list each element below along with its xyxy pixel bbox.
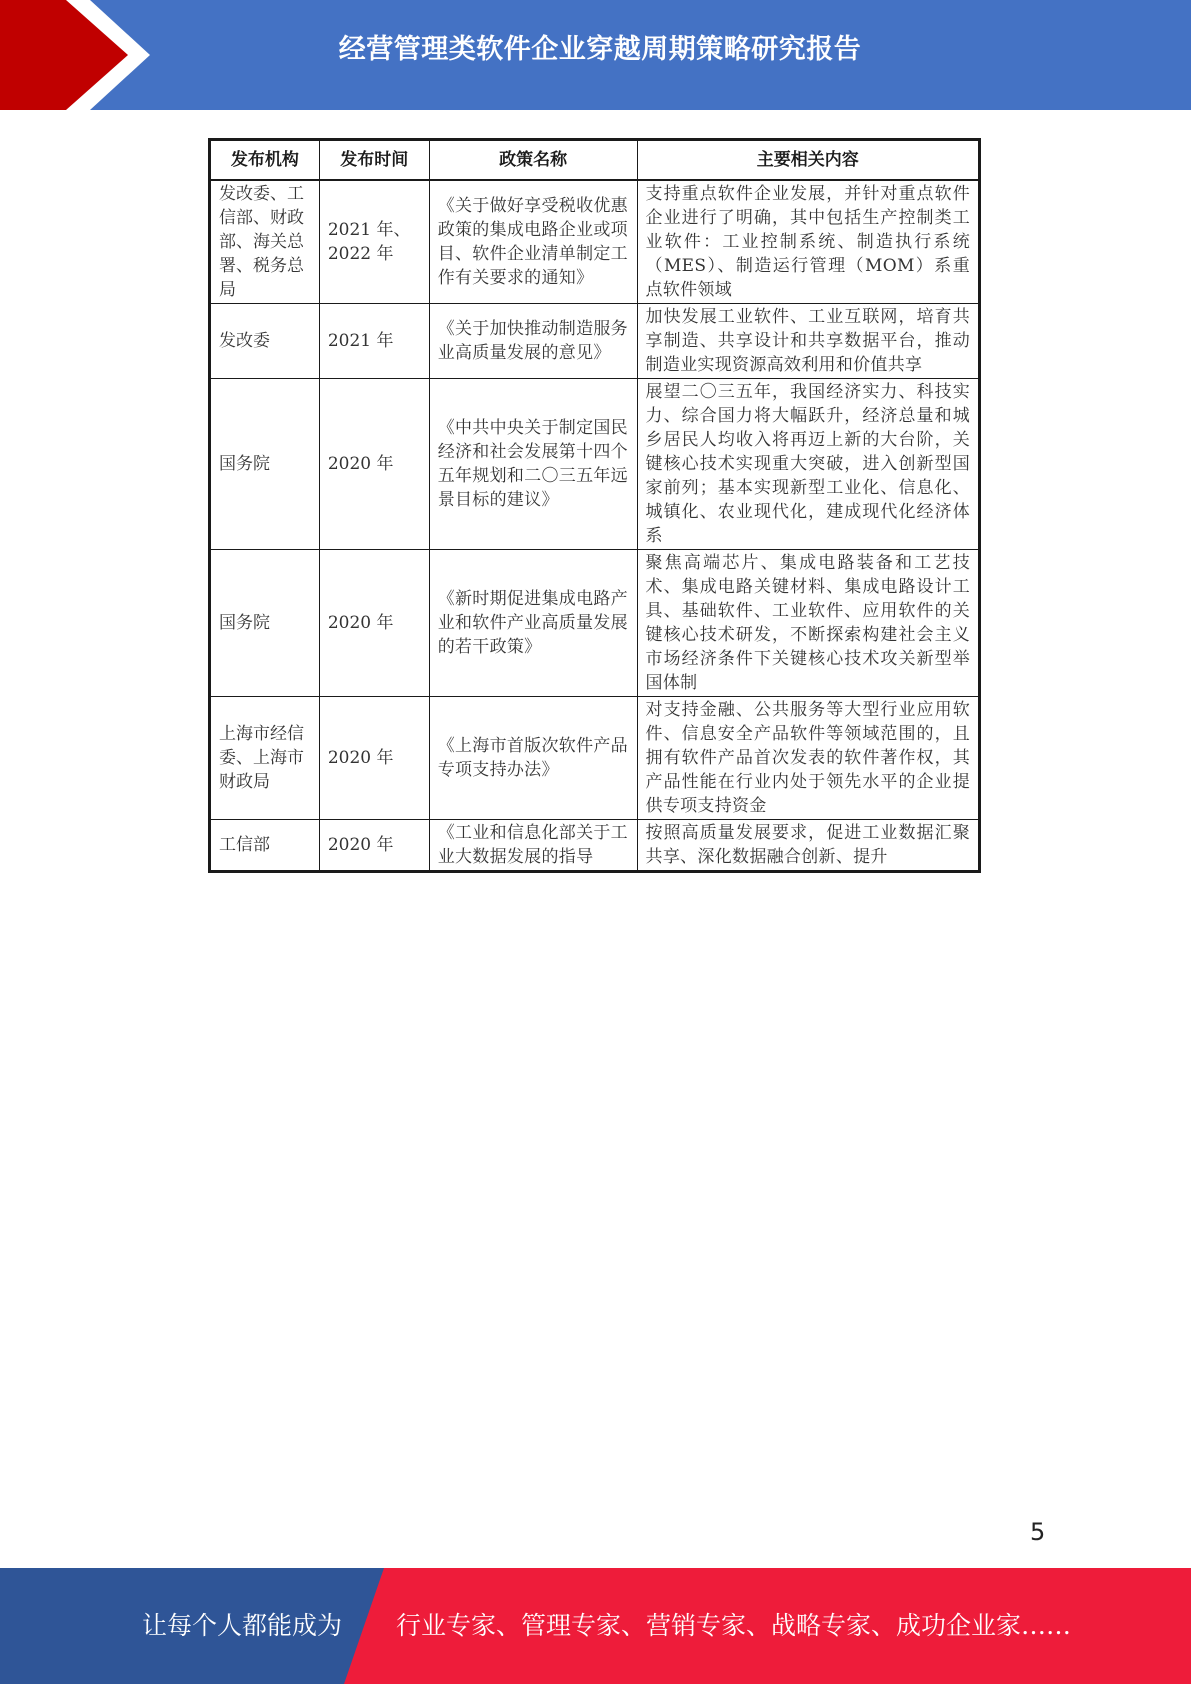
- cell-time: 2020 年: [319, 697, 429, 820]
- cell-time: 2020 年: [319, 820, 429, 872]
- cell-org: 发改委、工信部、财政部、海关总署、税务总局: [210, 180, 320, 304]
- table-header-row: [210, 140, 980, 181]
- cell-content: 对支持金融、公共服务等大型行业应用软件、信息安全产品软件等领域范围的，且拥有软件产品首次发表的软件著作权，其产品性能在行业内处于领先水平的企业提供专项支持资金: [637, 697, 979, 820]
- cell-content: 聚焦高端芯片、集成电路装备和工艺技术、集成电路关键材料、集成电路设计工具、基础软件、工业软件、应用软件的关键核心技术研发，不断探索构建社会主义市场经济条件下关键核心技术攻关新型举国体制: [637, 550, 979, 697]
- header-time: 发布时间: [319, 140, 429, 181]
- header-policy-name: 政策名称: [429, 140, 637, 181]
- table-row: [210, 550, 980, 697]
- cell-policy-name-text: 《工业和信息化部关于工业大数据发展的指导: [437, 823, 628, 867]
- footer-slogan-right: 行业专家、管理专家、营销专家、战略专家、成功企业家……: [396, 1611, 1072, 1640]
- footer-banner: [0, 1568, 1191, 1684]
- cell-content: 展望二〇三五年，我国经济实力、科技实力、综合国力将大幅跃升，经济总量和城乡居民人均收入将再迈上新的大台阶，关键核心技术实现重大突破，进入创新型国家前列；基本实现新型工业化、信息化、城镇化、农业现代化，建成现代化经济体系: [637, 379, 979, 550]
- cell-org: 国务院: [210, 550, 320, 697]
- cell-content: 支持重点软件企业发展，并针对重点软件企业进行了明确，其中包括生产控制类工业软件：工业控制系统、制造执行系统 （MES）、制造运行管理（MOM）系重点软件领域: [637, 180, 979, 304]
- report-title: 经营管理类软件企业穿越周期策略研究报告: [338, 34, 862, 65]
- cell-policy-name: 《关于做好享受税收优惠政策的集成电路企业或项目、软件企业清单制定工作有关要求的通知》: [429, 180, 637, 304]
- cell-content-text: 按照高质量发展要求，促进工业数据汇聚共享、深化数据融合创新、提升: [645, 823, 970, 867]
- cell-policy-name: [429, 820, 637, 872]
- cell-time: 2021 年、2022 年: [319, 180, 429, 304]
- cell-time: 2020 年: [319, 550, 429, 697]
- cell-org: 发改委: [210, 304, 320, 379]
- header-org: 发布机构: [210, 140, 320, 181]
- cell-org: 上海市经信委、上海市财政局: [210, 697, 320, 820]
- cell-policy-name: 《上海市首版次软件产品专项支持办法》: [429, 697, 637, 820]
- header-banner: [0, 0, 1191, 110]
- cell-policy-name: 《中共中央关于制定国民经济和社会发展第十四个五年规划和二〇三五年远景目标的建议》: [429, 379, 637, 550]
- header-content: 主要相关内容: [637, 140, 979, 181]
- table-row: [210, 820, 980, 872]
- table-row: [210, 379, 980, 550]
- cell-content: 加快发展工业软件、工业互联网，培育共享制造、共享设计和共享数据平台，推动制造业实现资源高效利用和价值共享: [637, 304, 979, 379]
- cell-content: [637, 820, 979, 872]
- table-row: [210, 180, 980, 304]
- cell-policy-name: 《新时期促进集成电路产业和软件产业高质量发展的若干政策》: [429, 550, 637, 697]
- table-row: [210, 304, 980, 379]
- policy-table: [208, 138, 981, 873]
- cell-org: 国务院: [210, 379, 320, 550]
- cell-time: 2021 年: [319, 304, 429, 379]
- cell-org: 工信部: [210, 820, 320, 872]
- cell-policy-name: 《关于加快推动制造服务业高质量发展的意见》: [429, 304, 637, 379]
- footer-slogan-left: 让每个人都能成为: [142, 1611, 343, 1640]
- cell-time: 2020 年: [319, 379, 429, 550]
- page-number: 5: [1030, 1518, 1046, 1546]
- table-row: [210, 697, 980, 820]
